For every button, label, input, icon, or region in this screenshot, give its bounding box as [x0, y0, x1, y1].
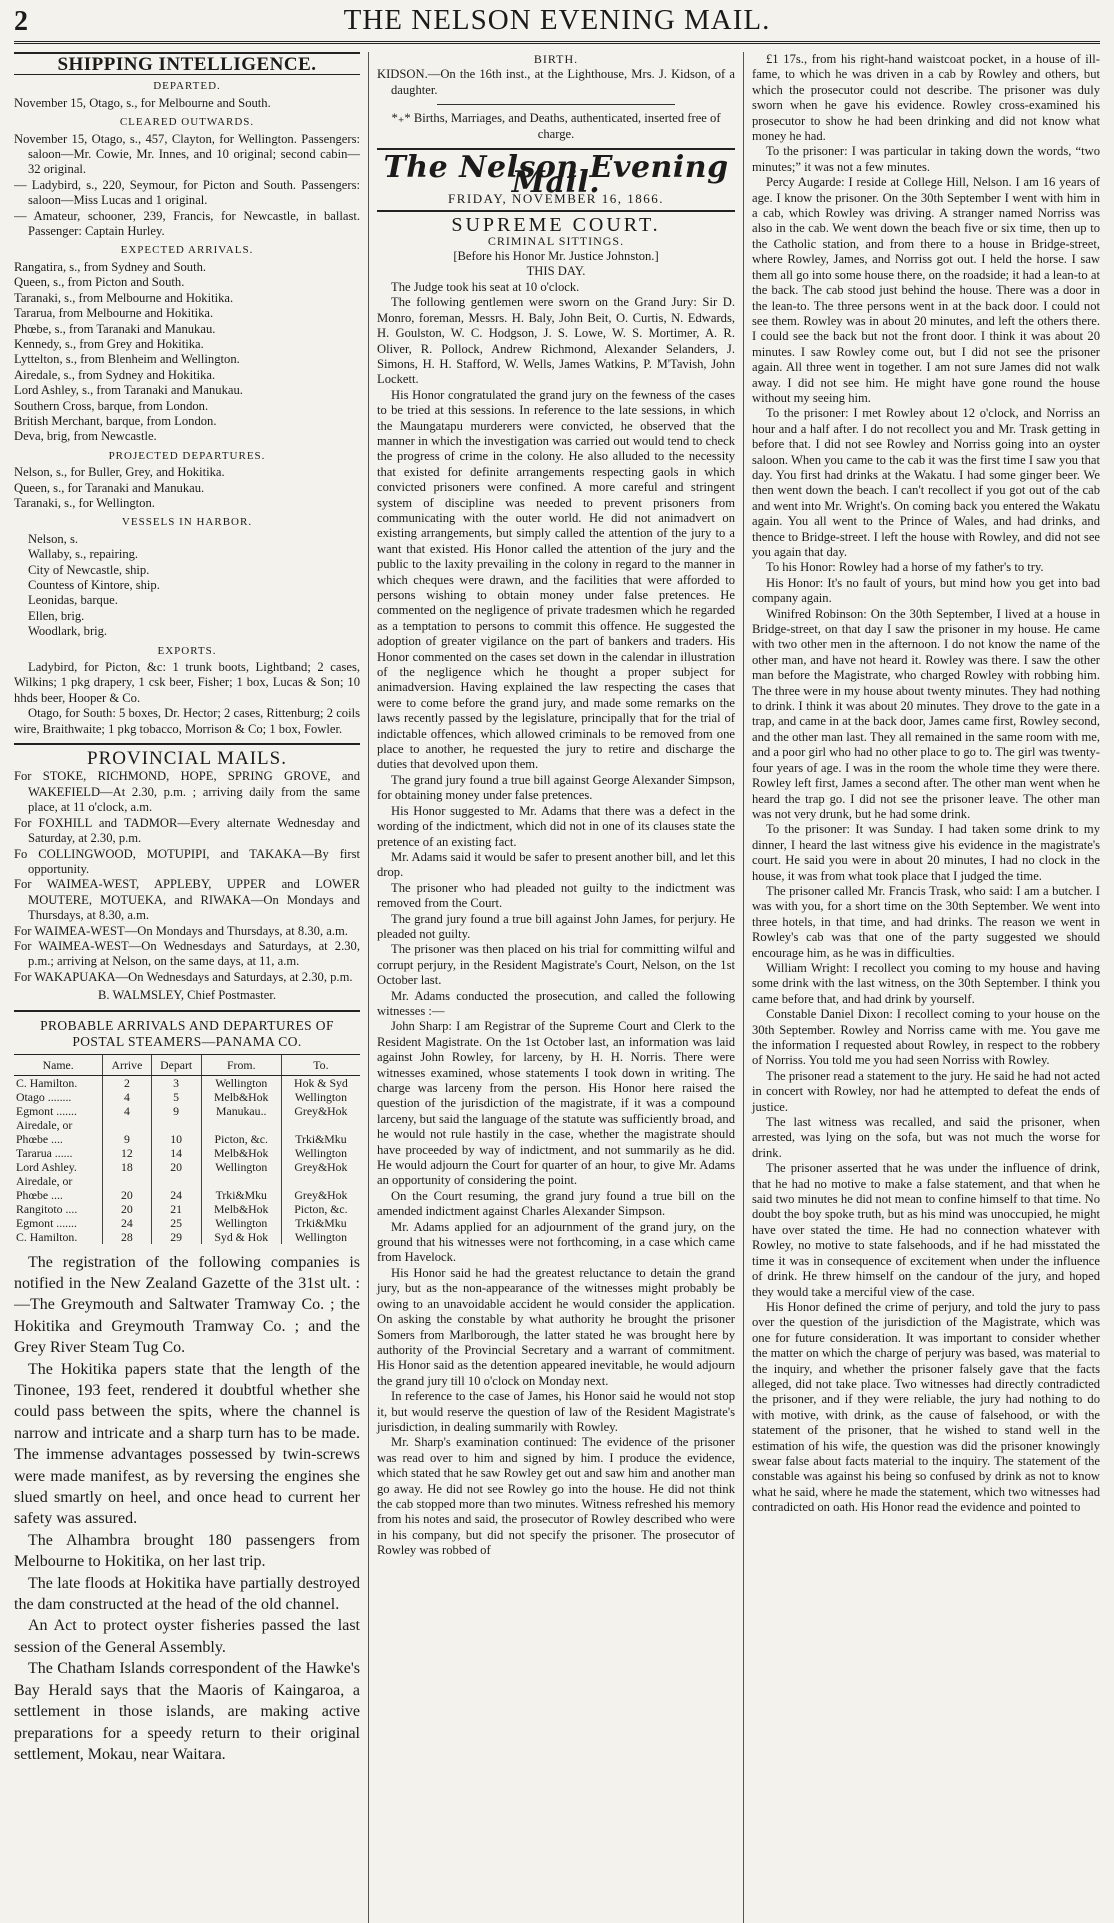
court-paragraph: Percy Augarde: I reside at College Hill, Nelson. I am 16 years of age. I know the prisoner. On the 30th September I went with him in a cab, which Rowley was driving. A stranger named Norriss was also in the cab. We went down the beach five or six time, then up to the Catholic station, and from there to a house in Bridge-street, where Rowley, James, and Norriss got out. I held the horse. I saw them all go into some house there, on the roadside; it had a lean-to at the back. The cab stood just behind the house. There was a door in the lean-to. The three persons went in at the back door. I could not see them. Rowley was in about 20 minutes, and left the others there. I could see the back but not the front door. I think it was about 20 minutes. I saw Rowley come out, but I did not see the prisoner again. All three went in together. I am not sure James did not walk away. I did not see him. He might have gone round the house without my seeing him. — [752, 175, 1100, 405]
column-3 — [744, 52, 1100, 1923]
table-cell: 14 — [151, 1146, 201, 1160]
list-item: Lord Ashley, s., from Taranaki and Manukau. — [14, 383, 243, 398]
list-item: Lyttelton, s., from Blenheim and Wellington. — [14, 352, 240, 367]
table-cell: Airedale, or — [16, 1173, 73, 1188]
table-cell: Picton, &c. — [281, 1202, 360, 1216]
masthead — [14, 0, 1100, 44]
list-item: Nelson, s., for Buller, Grey, and Hokitika. — [14, 465, 225, 480]
column-header: Depart — [151, 1054, 201, 1075]
table-cell: 29 — [151, 1230, 201, 1244]
editorial-date: FRIDAY, NOVEMBER 16, 1866. — [377, 191, 735, 212]
table-cell: Melb&Hok — [201, 1090, 281, 1104]
table-cell: Melb&Hok — [201, 1202, 281, 1216]
news-paragraph: An Act to protect oyster fisheries passed the last session of the General Assembly. — [14, 1617, 360, 1656]
table-cell: 21 — [151, 1202, 201, 1216]
court-paragraph: The following gentlemen were sworn on the Grand Jury: Sir D. Monro, foreman, Messrs. H. Baly, John Beit, O. Curtis, N. Edwards, H. Goulston, W. C. Hodgson, J. S. Lowe, W. S. Mortimer, A. R. Oliver, R. Pollock, Andrew Richmond, Alexander Selanders, J. Simons, H. H. Stafford, W. Wells, James Watkins, P. M'Tavish, John Lockett. — [377, 295, 735, 387]
list-item: Ellen, brig. — [28, 608, 85, 623]
court-before: [Before his Honor Mr. Justice Johnston.] — [453, 249, 659, 264]
table-cell: Wellington — [201, 1075, 281, 1090]
court-paragraph: His Honor said he had the greatest reluctance to detain the grand jury, but as the non-appearance of the witnesses might probably be owing to an unavoidable accident he would consider the application. On asking the constable by what authority he brought the prisoner Somers from Marlborough, the latter stated he was brought here by authority of the Provincial Secretary and a warrant of commitment. His Honor said as the detention appeared inevitable, he would adjourn the grand jury till 10 o'clock on Monday next. — [377, 1265, 735, 1388]
projected-label: PROJECTED DEPARTURES. — [108, 449, 266, 462]
court-paragraph: Mr. Adams said it would be safer to present another bill, and let this drop. — [377, 849, 735, 880]
mail-item: For WAIMEA-WEST—On Mondays and Thursdays, at 8.30, a.m. — [14, 923, 348, 938]
table-cell: C. Hamilton. — [16, 1075, 78, 1090]
court-paragraph: Winifred Robinson: On the 30th September, I lived at a house in Bridge-street, on that day I saw the prisoner in my house. He came with two other men in the afternoon. I do not know the name of the other man, and have not heard it. Rowley was there. I saw the other man before the Magistrate, who charged Rowley with robbing him. The three were in my house about twenty minutes. They had nothing to drink. I think it was about 20 minutes. They drove to the gate in a trap, and came in at the back door, James came first, Rowley second, and the other man last. They all remained in the same room with me, and a poor girl who had no other place to go to. The girl was twenty-four years of age. I was in the room the whole time they were there. Rowley left first, James a second after. The other man went when he heard the trap go. I did not see the prisoner leave. The other man was not very drunk, but he had some drink. — [752, 606, 1100, 821]
table-cell: 10 — [151, 1132, 201, 1146]
table-row — [14, 1216, 360, 1230]
table-cell: Airedale, or — [16, 1117, 73, 1132]
table-row — [14, 1174, 360, 1188]
table-row — [14, 1090, 360, 1104]
column-header: To. — [281, 1054, 360, 1075]
court-paragraph: The prisoner was then placed on his trial for committing wilful and corrupt perjury, in the Resident Magistrate's Court, Nelson, on the 1st October last. — [377, 942, 735, 988]
mails-signature: B. WALMSLEY, Chief Postmaster. — [98, 988, 276, 1003]
table-row — [14, 1075, 360, 1090]
table-cell: Wellington — [201, 1216, 281, 1230]
table-cell: 24 — [103, 1216, 151, 1230]
table-cell: Wellington — [281, 1146, 360, 1160]
list-item: Nelson, s. — [28, 531, 79, 546]
mail-item: Fo COLLINGWOOD, MOTUPIPI, and TAKAKA—By first opportunity. — [14, 846, 360, 876]
table-cell: 9 — [151, 1104, 201, 1118]
list-item: Queen, s., for Taranaki and Manukau. — [14, 480, 205, 495]
birth-heading: BIRTH. — [533, 52, 579, 66]
divider — [437, 104, 675, 105]
table-cell — [151, 1118, 201, 1132]
expected-label: EXPECTED ARRIVALS. — [120, 244, 254, 257]
page-number: 2 — [14, 6, 28, 37]
court-paragraph: The prisoner read a statement to the jury. He said he had not acted in concert with Rowley, nor had he attempted to defeat the ends of justice. — [752, 1068, 1100, 1114]
table-cell: C. Hamilton. — [16, 1229, 78, 1244]
table-cell: Trki&Mku — [201, 1188, 281, 1202]
court-paragraph: John Sharp: I am Registrar of the Supreme Court and Clerk to the Resident Magistrate. On the 1st October last, an information was laid against John Rowley, for larceny, by H. H. Norris. There were witnesses examined, whose statements I took down in writing. The charge was larceny from the person. His Honor here raised the question of the jurisdiction of the magistrate, if it was a compound larceny, but said the language of the statute was sufficiently broad, and he would not rule hastily in the case, whether the magistrate should have proceeded by way of indictment, and not summarily as he did. He would adjourn the Court for quarter of an hour, to give Mr. Adams an opportunity of considering the point. — [377, 1019, 735, 1188]
mail-item: For WAIMEA-WEST, APPLEBY, UPPER and LOWER MOUTERE, MOTUEKA, and RIWAKA—On Mondays and Thursdays, at 8.30, a.m. — [14, 877, 360, 923]
court-paragraph: His Honor suggested to Mr. Adams that there was a defect in the wording of the indictment, which did not in one of its clauses state the pretence of an existing fact. — [377, 803, 735, 849]
news-paragraph: The Chatham Islands correspondent of the Hawke's Bay Herald says that the Maoris of Kaingaroa, a settlement in those islands, are making active preparations for a speedy return to their original settlement, Mokau, near Waitara. — [14, 1660, 360, 1763]
court-paragraph: His Honor defined the crime of perjury, and told the jury to pass over the question of the jurisdiction of the Magistrate, which was one for future consideration. It was important to consider whether the matter on which the charge of perjury was based, was material to the inquiry, and whether the prisoner falsely gave that the facts alleged, did not take place. Two witnesses had directly contradicted the prisoner, and if they were reliable, the jury had nothing to do with motive, with drink, as the cause of falsehood, or with the statement of the prisoner, that he wished to stand well in the estimation of his wife, the question was did the prisoner knowingly swear false about facts material to the inquiry. The statement of the constable was against his being so confused by drink as not to know what he said, where he made the statement, which two witnesses had contradicted on oath. His Honor read the evidence and pointed to — [752, 1299, 1100, 1515]
table-cell — [103, 1174, 151, 1188]
list-item: Phœbe, s., from Taranaki and Manukau. — [14, 321, 216, 336]
table-cell: 12 — [103, 1146, 151, 1160]
cleared-item: — Amateur, schooner, 239, Francis, for Newcastle, in ballast. Passenger: Captain Hurley. — [14, 208, 360, 239]
news-paragraph: The Alhambra brought 180 passengers from Melbourne to Hokitika, on her last trip. — [14, 1531, 360, 1571]
table-cell — [281, 1118, 360, 1132]
table-cell: 4 — [103, 1090, 151, 1104]
table-cell: 20 — [151, 1160, 201, 1174]
table-cell: 20 — [103, 1202, 151, 1216]
steamer-rows — [14, 1075, 360, 1244]
court-paragraph: Mr. Adams applied for an adjournment of the grand jury, on the ground that his witnesses were not forthcoming, in a case which came from Havelock. — [377, 1219, 735, 1265]
table-cell: Egmont ....... — [16, 1103, 77, 1118]
table-cell: Picton, &c. — [201, 1132, 281, 1146]
column-2 — [369, 52, 744, 1923]
court-paragraph: The prisoner called Mr. Francis Trask, who said: I am a butcher. I was with you, for a short time on the 30th September. We went into three hotels, in that time, and had drinks. The reason we went in Rowley's cab was that one of the party suggested we should encourage him, as he was in difficulties. — [752, 883, 1100, 960]
column-header: Name. — [14, 1054, 103, 1075]
list-item: Taranaki, s., for Wellington. — [14, 495, 155, 510]
court-paragraph: The Judge took his seat at 10 o'clock. — [391, 279, 580, 294]
court-paragraph: His Honor: It's no fault of yours, but mind how you get into bad company again. — [752, 575, 1100, 606]
mail-item: For STOKE, RICHMOND, HOPE, SPRING GROVE, and WAKEFIELD—At 2.30, p.m. ; arriving daily from the same place, at 11 o'clock, a.m. — [14, 769, 360, 815]
list-item: Queen, s., from Picton and South. — [14, 275, 185, 290]
list-item: Kennedy, s., from Grey and Hokitika. — [14, 336, 204, 351]
export-item: Ladybird, for Picton, &c: 1 trunk boots, Lightband; 2 cases, Wilkins; 1 pkg drapery, 1 csk beer, Fisher; 1 box, Lucas & Son; 10 hhds beer, Hooper & Co. — [14, 660, 360, 705]
court-paragraph: £1 17s., from his right-hand waistcoat pocket, in a house of ill-fame, to which he was driven in a cab by Rowley and others, but which the prosecutor could not describe. The prisoner was duly sworn when he gave his evidence. Rowley cross-examined his prosecutor to show he had been drinking and did not know what money he had. — [752, 52, 1100, 144]
table-cell — [201, 1174, 281, 1188]
table-cell: Otago ........ — [16, 1089, 72, 1104]
table-cell: Wellington — [281, 1230, 360, 1244]
court-paragraph: The last witness was recalled, and said the prisoner, when arrested, was lying on the sofa, but was not much the worse for drink. — [752, 1115, 1100, 1160]
court-paragraph: The grand jury found a true bill against John James, for perjury. He pleaded not guilty. — [377, 911, 735, 941]
table-cell: Grey&Hok — [281, 1188, 360, 1202]
columns — [14, 52, 1100, 1923]
table-row — [14, 1160, 360, 1174]
steamer-table — [14, 1054, 360, 1244]
column-1 — [14, 52, 369, 1923]
table-cell: 2 — [103, 1075, 151, 1090]
table-cell: Grey&Hok — [281, 1104, 360, 1118]
court-paragraph: Constable Daniel Dixon: I recollect coming to your house on the 30th September. Rowley and Norriss came with me. You gave me the information I requested about Rowley, in respect to the robbery of Norriss. You told me you had seen Norriss with Rowley. — [752, 1007, 1100, 1068]
table-row — [14, 1202, 360, 1216]
list-item: Rangatira, s., from Sydney and South. — [14, 259, 207, 274]
list-item: Leonidas, barque. — [28, 593, 118, 608]
shipping-heading: SHIPPING INTELLIGENCE. — [14, 52, 360, 75]
news-paragraph: The Hokitika papers state that the length of the Tinonee, 193 feet, rendered it doubtful whether she could pass between the spits, where the channel is narrow and intricate and a sharp turn has to be made. The immense advantages possessed by twin-screws were made manifest, as by reversing the engines she slued smartly on heel, and once head to current her safety was assured. — [14, 1360, 360, 1528]
expected-list — [14, 260, 360, 445]
court-paragraph: Mr. Adams conducted the prosecution, and called the following witnesses :— — [377, 988, 735, 1018]
table-cell: 4 — [103, 1104, 151, 1118]
court-paragraph: To the prisoner: It was Sunday. I had taken some drink to my dinner, I heard the last witness give his evidence in the magistrate's court. He said you were in about 20 minutes, I had no clock in the house, it was from what took place that I judged the time. — [752, 822, 1100, 883]
table-cell: Phœbe .... — [16, 1131, 63, 1146]
court-heading: SUPREME COURT. — [451, 214, 661, 237]
table-cell: Grey&Hok — [281, 1160, 360, 1174]
table-cell: Manukau.. — [201, 1104, 281, 1118]
table-cell: Trki&Mku — [281, 1132, 360, 1146]
harbor-label: VESSELS IN HARBOR. — [121, 516, 253, 529]
court-paragraph: Mr. Sharp's examination continued: The evidence of the prisoner was read over to him and signed by him. I produce the evidence, which stated that he saw Rowley get out and saw him and another man go away. He did not see Rowley go into the house. He did not think the cab stopped more than two minutes. Witness refreshed his memory from his notes and said, the prosecutor of Rowley described who were in his company, but did not specify the prisoner. The prosecutor of Rowley was robbed of — [377, 1435, 735, 1558]
steamers-heading: PROBABLE ARRIVALS AND DEPARTURES OF POSTAL STEAMERS—PANAMA CO. — [40, 1017, 334, 1049]
mail-item: For WAIMEA-WEST—On Wednesdays and Saturdays, at 2.30, p.m.; arriving at Nelson, on the same days, at 11, a.m. — [14, 938, 360, 969]
table-cell: Syd & Hok — [201, 1230, 281, 1244]
table-cell: 9 — [103, 1132, 151, 1146]
table-cell: 28 — [103, 1230, 151, 1244]
table-cell: Egmont ....... — [16, 1215, 77, 1230]
table-cell: 18 — [103, 1160, 151, 1174]
table-cell — [151, 1174, 201, 1188]
exports-label: EXPORTS. — [157, 644, 217, 657]
mails-heading: PROVINCIAL MAILS. — [87, 748, 287, 770]
table-cell: 24 — [151, 1188, 201, 1202]
court-paragraph: To the prisoner: I met Rowley about 12 o'clock, and Norriss an hour and a half after. I do not recollect you and Mr. Trask getting in before that. I did not see Rowley and Norriss going into an oyster saloon. When you came to the cab it was the first time I saw you that day. You first had drinks at the Wakatu. I had some ginger beer. We then went down the beach. I can't recollect if you got out of the cab and went into Mr. Wright's. On coming back you entered the Wakatu again. You all went to the Prince of Wales, and had drinks, and thence to Bridge-street. I left the house with Rowley, and did not see you again that day. — [752, 406, 1100, 559]
court-subheading: CRIMINAL SITTINGS. — [487, 233, 625, 248]
table-cell — [103, 1118, 151, 1132]
list-item: Wallaby, s., repairing. — [28, 547, 139, 562]
birth-note: *₊* Births, Marriages, and Deaths, authenticated, inserted free of charge. — [391, 111, 721, 141]
newspaper-title: THE NELSON EVENING MAIL. — [343, 4, 771, 36]
table-row — [14, 1188, 360, 1202]
mail-item: For FOXHILL and TADMOR—Every alternate Wednesday and Saturday, at 2.30, p.m. — [14, 815, 360, 846]
table-row — [14, 1104, 360, 1118]
table-cell: Lord Ashley. — [16, 1159, 77, 1174]
table-cell: 5 — [151, 1090, 201, 1104]
table-row — [14, 1230, 360, 1244]
departed-item: November 15, Otago, s., for Melbourne and South. — [14, 95, 271, 110]
table-cell: 25 — [151, 1216, 201, 1230]
birth-notice: KIDSON.—On the 16th inst., at the Lighthouse, Mrs. J. Kidson, of a daughter. — [377, 67, 735, 97]
court-paragraph: The prisoner who had pleaded not guilty to the indictment was removed from the Court. — [377, 880, 735, 911]
column-header: Arrive — [103, 1054, 151, 1075]
column-header: From. — [201, 1054, 281, 1075]
table-cell: Hok & Syd — [281, 1075, 360, 1090]
table-cell: Wellington — [281, 1090, 360, 1104]
table-row — [14, 1132, 360, 1146]
table-cell: 20 — [103, 1188, 151, 1202]
court-paragraph: The prisoner asserted that he was under the influence of drink, that he had no motive to make a false statement, and that when he said two minutes he did not mean to confine himself to that time. No doubt the boy spoke truth, but as his mind was unoccupied, he might have over stated the time. He had no connection whatever with Rowley, no motive to state falsehoods, and if he had misstated the time it was in consequence of excitement when under the influence of drink. He threw himself on the candour of the jury, and hoped they would take a merciful view of the case. — [752, 1161, 1100, 1299]
table-cell: Trki&Mku — [281, 1216, 360, 1230]
news-paragraph: The registration of the following companies is notified in the New Zealand Gazette of the 31st ult. :—The Greymouth and Saltwater Tramway Co. ; the Hokitika and Greymouth Tramway Co. ; and the Grey River Steam Tug Co. — [14, 1253, 360, 1357]
table-cell: Melb&Hok — [201, 1146, 281, 1160]
list-item: Deva, brig, from Newcastle. — [14, 429, 157, 444]
list-item: Southern Cross, barque, from London. — [14, 398, 209, 413]
court-paragraph: On the Court resuming, the grand jury found a true bill on the amended indictment against Charles Alexander Simpson. — [377, 1188, 735, 1219]
table-cell — [281, 1174, 360, 1188]
divider — [14, 743, 360, 745]
court-paragraph: To the prisoner: I was particular in taking down the words, “two minutes;” it was not a few minutes. — [752, 144, 1100, 174]
departed-label: DEPARTED. — [153, 80, 221, 93]
table-header-row — [14, 1054, 360, 1075]
table-cell — [201, 1118, 281, 1132]
court-paragraph: His Honor congratulated the grand jury on the fewness of the cases to be tried at this sessions. In reference to the late sessions, in which the Maungatapu murderers were convicted, he observed that the manner in which the investigation was carried out would tend to check the progress of crime in the colony. He also alluded to the necessity that existed for definite arrangements respecting gaols in which convicted prisoners were confined. A more careful and stringent system of discipline was needed to prevent prisoners from communicating with the outer world. He did not animadvert on existing arrangements, but simply called the attention of the jury to a want that existed. His Honor called the attention of the jury and the public to the laxity prevailing in the colony in regard to the manner in which cheques were drawn, and the facilities that were afforded to persons wishing to obtain money under false pretences. He commented on the negligence of private tradesmen which he regarded as a temptation to persons to commit this offence. He suggested the adoption of greater vigilance on the part of bankers and traders. His Honor commented on the cases set down in the calendar in illustration of the negligence which he thought a proper subject for animadversion. Having explained the law respecting the cases that were to come before the grand jury, and made some remarks on the laws recently passed by the legislature, principally that for the trial of indictable offences, which allowed criminals to be removed from one place to another, he requested the jury to retire and discharge the duties that devolved upon them. — [377, 387, 735, 772]
court-paragraph: William Wright: I recollect you coming to my house and having some drink with the last witness, on the 30th September. I think you came before that, and had drink by yourself. — [752, 960, 1100, 1006]
list-item: Woodlark, brig. — [28, 624, 108, 639]
list-item: Countess of Kintore, ship. — [28, 578, 160, 592]
court-day: THIS DAY. — [526, 264, 586, 279]
table-cell: Rangitoto .... — [16, 1201, 78, 1216]
editorial-title: The Nelson Evening Mail. — [383, 150, 729, 201]
list-item: City of Newcastle, ship. — [28, 562, 150, 577]
table-cell: Tararua ...... — [16, 1145, 73, 1160]
export-item: Otago, for South: 5 boxes, Dr. Hector; 2 cases, Rittenburg; 2 coils wire, Braithwaite; 1 pkg tobacco, Morrison & Co; 1 box, Fowler. — [14, 706, 360, 736]
table-cell: 3 — [151, 1075, 201, 1090]
list-item: Tararua, from Melbourne and Hokitika. — [14, 306, 214, 321]
table-cell: Wellington — [201, 1160, 281, 1174]
court-report-part-2 — [752, 52, 1100, 1516]
table-cell: Phœbe .... — [16, 1187, 63, 1202]
table-row — [14, 1118, 360, 1132]
cleared-item: — Ladybird, s., 220, Seymour, for Picton and South. Passengers: saloon—Miss Lucas and 1 original. — [14, 177, 360, 208]
court-report-part-1 — [377, 280, 735, 1559]
mail-item: For WAKAPUAKA—On Wednesdays and Saturdays, at 2.30, p.m. — [14, 969, 353, 984]
list-item: Airedale, s., from Sydney and Hokitika. — [14, 367, 216, 382]
news-paragraph: The late floods at Hokitika have partially destroyed the dam constructed at the head of the old channel. — [14, 1574, 360, 1614]
table-row — [14, 1146, 360, 1160]
court-paragraph: In reference to the case of James, his Honor said he would not stop it, but would reserve the question of law of the Resident Magistrate's jurisdiction, in dealing summarily with Rowley. — [377, 1389, 735, 1434]
court-paragraph: The grand jury found a true bill against George Alexander Simpson, for obtaining money under false pretences. — [377, 772, 735, 803]
cleared-item: November 15, Otago, s., 457, Clayton, for Wellington. Passengers: saloon—Mr. Cowie, Mr. Innes, and 10 original; second cabin—32 original. — [14, 131, 360, 177]
divider — [14, 1010, 360, 1012]
court-paragraph: To his Honor: Rowley had a horse of my father's to try. — [766, 560, 1044, 575]
cleared-label: CLEARED OUTWARDS. — [119, 116, 255, 129]
news-items — [14, 1252, 360, 1766]
list-item: Taranaki, s., from Melbourne and Hokitika. — [14, 290, 234, 305]
list-item: British Merchant, barque, from London. — [14, 413, 217, 428]
